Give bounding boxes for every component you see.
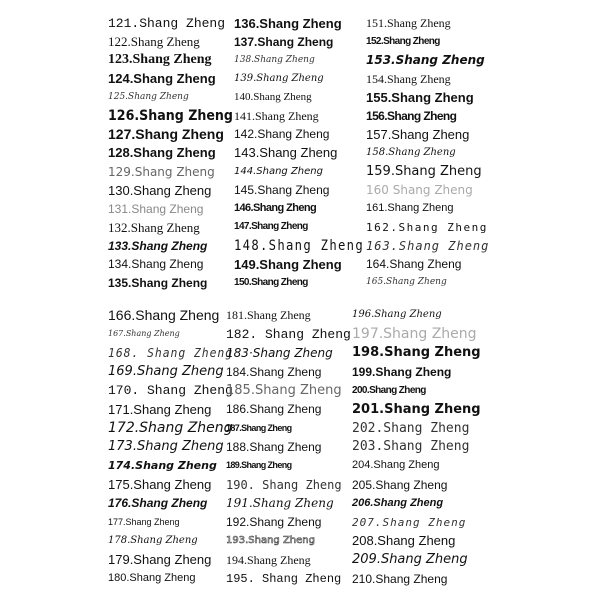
font-sample-label: 153.Shang Zheng [366,53,485,68]
font-sample-label: 124.Shang Zheng [108,71,216,87]
font-sample-label: 187.Shang Zheng [226,422,292,433]
font-sample-184 [226,362,354,381]
font-sample-label: 144.Shang Zheng [234,165,323,177]
font-sample-166 [108,306,233,325]
font-sample-130 [108,181,233,200]
font-sample-201 [352,400,492,419]
font-sample-167 [108,325,233,344]
font-sample-label: 177.Shang Zheng [108,516,180,527]
font-sample-133 [108,236,233,255]
font-sample-129 [108,162,233,181]
font-sample-label: 185.Shang Zheng [226,383,342,399]
font-sample-157 [366,125,496,144]
font-sample-label: 173.Shang Zheng [108,439,224,455]
font-sample-label: 190. Shang Zheng [226,477,342,492]
font-sample-label: 154.Shang Zheng [366,71,451,86]
font-sample-label: 143.Shang Zheng [234,145,338,161]
font-sample-207 [352,513,492,532]
font-sample-label: 193.Shang Zheng [226,534,315,546]
font-sample-200 [352,381,492,400]
font-sample-128 [108,144,233,163]
font-sample-178 [108,532,233,551]
font-sample-198 [352,344,492,363]
font-sample-label: 196.Shang Zheng [352,309,442,321]
font-sample-label: 162.Shang Zheng [366,220,488,234]
font-sample-label: 197.Shang Zheng [352,326,477,343]
font-sample-label: 155.Shang Zheng [366,89,474,105]
font-column-151-165 [366,14,496,292]
font-sample-label: 172.Shang Zheng [108,420,233,437]
font-sample-195 [226,569,354,588]
font-sample-label: 147.Shang Zheng [234,221,308,233]
font-sample-203 [352,438,492,457]
font-sample-label: 186.Shang Zheng [226,402,322,417]
font-sample-label: 166.Shang Zheng [108,307,220,324]
font-sample-label: 149.Shang Zheng [234,256,342,272]
font-sample-label: 133.Shang Zheng [108,238,208,253]
font-sample-123 [108,51,233,70]
font-sample-label: 139.Shang Zheng [234,72,324,84]
font-sample-126 [108,107,233,126]
font-sample-159 [366,162,496,181]
font-sample-183 [226,344,354,363]
font-column-196-210 [352,306,492,588]
font-sample-188 [226,438,354,457]
font-column-181-195 [226,306,354,588]
font-sample-190 [226,475,354,494]
font-sample-label: 200.Shang Zheng [352,384,426,396]
font-sample-210 [352,569,492,588]
font-sample-186 [226,400,354,419]
font-sample-124 [108,70,233,89]
font-sample-label: 160 Shang Zheng [366,183,473,198]
font-sample-163 [366,236,496,255]
font-sample-label: 140.Shang Zheng [234,90,312,103]
font-column-166-180 [108,306,233,588]
font-sample-label: 163.Shang Zheng [366,238,490,253]
font-sample-label: 182. Shang Zheng [226,326,351,342]
font-sample-196 [352,306,492,325]
font-sample-155 [366,88,496,107]
font-sample-label: 181.Shang Zheng [226,308,311,323]
font-sample-181 [226,306,354,325]
font-sample-185 [226,381,354,400]
font-sample-label: 202.Shang Zheng [352,420,470,436]
font-sample-label: 161.Shang Zheng [366,202,454,215]
font-sample-label: 127.Shang Zheng [108,126,224,143]
font-sample-label: 135.Shang Zheng [108,275,208,290]
font-sample-label: 134.Shang Zheng [108,257,204,272]
font-sample-122 [108,33,233,52]
font-sample-label: 209.Shang Zheng [352,552,468,568]
font-sample-label: 159.Shang Zheng [366,164,482,180]
font-sample-label: 206.Shang Zheng [352,496,444,509]
font-sample-121 [108,14,233,33]
font-sample-154 [366,70,496,89]
font-sample-label: 145.Shang Zheng [234,183,330,198]
font-sample-175 [108,475,233,494]
font-sample-138 [234,51,364,70]
font-sample-label: 165.Shang Zheng [366,277,447,288]
font-sample-134 [108,255,233,274]
font-sample-158 [366,144,496,163]
font-sample-179 [108,550,233,569]
font-sample-label: 192.Shang Zheng [226,515,322,530]
font-sample-label: 121.Shang Zheng [108,15,226,31]
font-sample-141 [234,107,364,126]
font-sample-label: 205.Shang Zheng [352,477,448,492]
font-sample-label: 142.Shang Zheng [234,127,330,142]
font-sample-label: 183·Shang Zheng [226,345,333,360]
font-sample-label: 208.Shang Zheng [352,533,456,549]
font-sample-192 [226,513,354,532]
font-sample-151 [366,14,496,33]
font-sample-152 [366,33,496,52]
font-sample-label: 176.Shang Zheng [108,496,208,511]
font-sample-label: 146.Shang Zheng [234,202,317,215]
font-sample-168 [108,344,233,363]
font-sample-label: 179.Shang Zheng [108,552,212,568]
font-sample-label: 169.Shang Zheng [108,364,224,380]
font-sample-label: 164.Shang Zheng [366,257,462,272]
font-sample-label: 137.Shang Zheng [234,34,334,49]
font-sample-137 [234,33,364,52]
font-sample-label: 141.Shang Zheng [234,108,319,123]
font-sample-label: 188.Shang Zheng [226,439,322,454]
font-sample-170 [108,381,233,400]
font-sample-label: 175.Shang Zheng [108,477,212,493]
font-sample-165 [366,273,496,292]
font-sample-label: 129.Shang Zheng [108,164,215,179]
font-sample-125 [108,88,233,107]
font-sample-149 [234,255,364,274]
font-sample-label: 198.Shang Zheng [352,345,481,361]
font-sample-label: 170. Shang Zheng [108,383,233,399]
font-sample-label: 174.Shang Zheng [108,459,217,473]
font-sample-172 [108,419,233,438]
font-sample-label: 156.Shang Zheng [366,108,457,123]
font-sample-label: 184.Shang Zheng [226,364,322,379]
font-sample-204 [352,456,492,475]
font-sample-144 [234,162,364,181]
font-sample-label: 125.Shang Zheng [108,91,189,102]
font-sample-193 [226,532,354,551]
font-sample-127 [108,125,233,144]
font-sample-171 [108,400,233,419]
font-sample-label: 123.Shang Zheng [108,52,212,68]
font-sample-162 [366,218,496,237]
font-sample-169 [108,362,233,381]
font-sample-label: 158.Shang Zheng [366,146,456,158]
font-sample-label: 148.Shang Zheng [234,237,365,254]
font-sample-187 [226,419,354,438]
font-sample-label: 131.Shang Zheng [108,201,204,216]
font-sample-180 [108,569,233,588]
font-sample-label: 136.Shang Zheng [234,15,342,31]
font-sample-147 [234,218,364,237]
font-sample-label: 122.Shang Zheng [108,34,200,50]
font-sample-161 [366,199,496,218]
font-sample-label: 151.Shang Zheng [366,16,451,31]
font-sample-173 [108,438,233,457]
font-sample-142 [234,125,364,144]
font-sample-label: 167.Shang Zheng [108,329,180,339]
font-sample-139 [234,70,364,89]
font-sample-148 [234,236,364,255]
font-sample-182 [226,325,354,344]
font-sample-label: 168. Shang Zheng [108,345,234,360]
font-sample-177 [108,513,233,532]
font-sample-146 [234,199,364,218]
font-sample-label: 180.Shang Zheng [108,572,196,585]
font-sample-208 [352,532,492,551]
font-sample-145 [234,181,364,200]
font-sample-label: 201.Shang Zheng [352,401,481,417]
font-sample-135 [108,273,233,292]
font-sample-label: 130.Shang Zheng [108,182,212,198]
font-sample-label: 203.Shang Zheng [352,439,470,455]
font-sample-label: 195. Shang Zheng [226,571,342,586]
font-sample-label: 152.Shang Zheng [366,35,440,47]
font-sample-label: 194.Shang Zheng [226,552,311,567]
font-sample-209 [352,550,492,569]
font-column-136-150 [234,14,364,292]
font-column-121-135 [108,14,233,292]
font-sample-label: 157.Shang Zheng [366,126,470,142]
font-sample-label: 207.Shang Zheng [352,515,467,529]
font-sample-label: 126.Shang Zheng [108,107,233,124]
font-sample-label: 171.Shang Zheng [108,401,212,417]
font-sample-194 [226,550,354,569]
font-sample-132 [108,218,233,237]
font-sample-label: 189.Shang Zheng [226,460,292,471]
font-sample-197 [352,325,492,344]
font-sample-176 [108,494,233,513]
font-sample-202 [352,419,492,438]
font-sample-label: 204.Shang Zheng [352,459,440,472]
font-sample-label: 138.Shang Zheng [234,54,315,65]
font-sample-label: 132.Shang Zheng [108,219,200,235]
font-sample-label: 178.Shang Zheng [108,534,198,546]
font-sample-label: 210.Shang Zheng [352,571,448,586]
font-sample-131 [108,199,233,218]
font-sample-206 [352,494,492,513]
font-sample-136 [234,14,364,33]
font-sample-189 [226,456,354,475]
font-sample-205 [352,475,492,494]
font-sample-164 [366,255,496,274]
font-sample-199 [352,362,492,381]
font-sample-191 [226,494,354,513]
font-sample-160 [366,181,496,200]
font-sample-label: 191.Shang Zheng [226,496,334,511]
font-sample-143 [234,144,364,163]
font-sample-156 [366,107,496,126]
font-sample-label: 128.Shang Zheng [108,145,216,161]
font-sample-174 [108,456,233,475]
font-sample-140 [234,88,364,107]
font-sample-153 [366,51,496,70]
font-sample-150 [234,273,364,292]
font-sample-label: 199.Shang Zheng [352,364,452,379]
font-sample-label: 150.Shang Zheng [234,276,308,288]
